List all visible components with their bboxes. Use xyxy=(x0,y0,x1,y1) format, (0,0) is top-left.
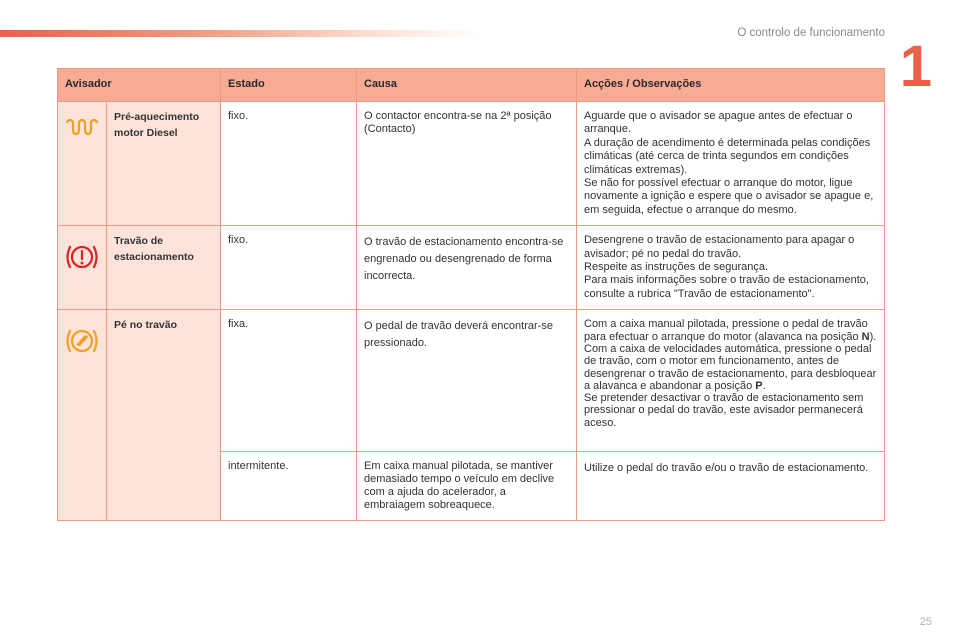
causa-cell: O travão de estacionamento encontra-se engrenado ou desengrenado de forma incorrecta. xyxy=(357,226,577,310)
header-accoes: Acções / Observações xyxy=(577,69,885,102)
table-row xyxy=(58,310,885,452)
header-avisador: Avisador xyxy=(58,69,221,102)
estado-cell: fixa. xyxy=(221,310,357,452)
accoes-line: Desengrene o travão de estacionamento para apagar o avisador; pé no pedal do travão. xyxy=(584,234,855,260)
causa-cell: O contactor encontra-se na 2ª posição (Contacto) xyxy=(357,102,577,226)
causa-cell: O pedal de travão deverá encontrar-se pressionado. xyxy=(357,310,577,452)
header-estado: Estado xyxy=(221,69,357,102)
warning-lights-table xyxy=(57,68,885,521)
estado-cell: fixo. xyxy=(221,226,357,310)
icon-cell xyxy=(58,102,107,226)
accoes-cell xyxy=(577,226,885,310)
accoes-line: Com a caixa manual pilotada, pressione o pedal de travão para efectuar o arranque do motor (alavanca na posição N). xyxy=(584,318,877,343)
page-number: 25 xyxy=(919,616,932,628)
accoes-cell: Utilize o pedal do travão e/ou o travão de estacionamento. xyxy=(577,452,885,521)
header-accent-bar xyxy=(0,30,480,37)
accoes-line: A duração de acendimento é determinada pelas condições climáticas (até cerca de trinta segundos em condições climáticas extremas). xyxy=(584,136,871,176)
icon-cell xyxy=(58,310,107,521)
header-causa: Causa xyxy=(357,69,577,102)
chapter-title: O controlo de funcionamento xyxy=(737,27,885,39)
estado-cell: intermitente. xyxy=(221,452,357,521)
parking-brake-icon xyxy=(65,242,99,272)
table-row xyxy=(58,102,885,226)
accoes-cell xyxy=(577,102,885,226)
accoes-line: Se não for possível efectuar o arranque do motor, ligue novamente a ignição e espere que o avisador se apague e, em seguida, efectue o arranque do mesmo. xyxy=(584,177,874,216)
accoes-line: Com a caixa de velocidades automática, pressione o pedal de travão, com o motor em funcionamento, antes de desengrenar o travão de estacionamento, para desbloquear a alavanca e abandonar a posição P. xyxy=(584,342,877,392)
accoes-cell xyxy=(577,310,885,452)
accoes-line: Para mais informações sobre o travão de estacionamento, consulte a rubrica "Travão de estacionamento". xyxy=(584,274,869,300)
foot-on-brake-icon xyxy=(65,326,99,356)
accoes-line: Respeite as instruções de segurança. xyxy=(584,261,769,274)
icon-cell xyxy=(58,226,107,310)
glow-plug-icon xyxy=(65,118,99,138)
estado-cell: fixo. xyxy=(221,102,357,226)
table-row xyxy=(58,226,885,310)
chapter-number: 1 xyxy=(899,34,932,99)
warning-name: Travão de estacionamento xyxy=(107,226,221,310)
causa-cell: Em caixa manual pilotada, se mantiver demasiado tempo o veículo em declive com a ajuda do acelerador, a embraiagem sobreaquece. xyxy=(357,452,577,521)
warning-name: Pré-aquecimento motor Diesel xyxy=(107,102,221,226)
warning-name: Pé no travão xyxy=(107,310,221,521)
table-header-row xyxy=(58,69,885,102)
accoes-line: Aguarde que o avisador se apague antes de efectuar o arranque. xyxy=(584,110,853,136)
accoes-line: Se pretender desactivar o travão de estacionamento sem pressionar o pedal do travão, este avisador permanecerá aceso. xyxy=(584,392,864,429)
